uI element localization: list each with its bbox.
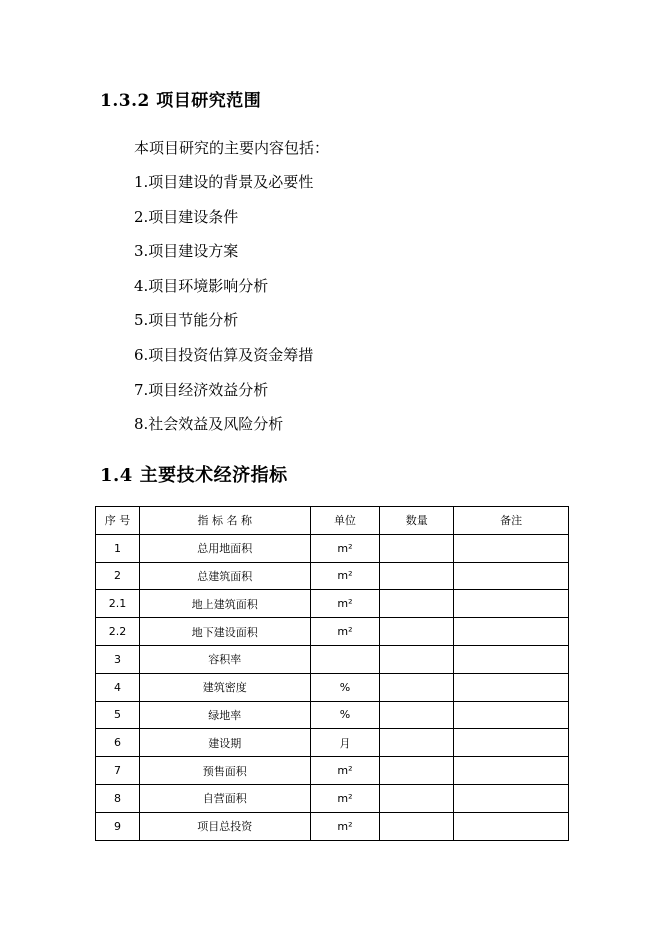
scope-list <box>134 170 313 447</box>
table-row <box>96 645 569 673</box>
table-cell <box>380 618 454 646</box>
list-item: 8.社会效益及风险分析 <box>134 415 284 434</box>
section-1-4-title: 1.4 主要技术经济指标 <box>100 465 288 486</box>
table-cell: 2.1 <box>96 590 140 618</box>
table-cell: % <box>310 673 380 701</box>
table-row <box>96 673 569 701</box>
table-cell: 建筑密度 <box>139 673 310 701</box>
header-cell: 指 标 名 称 <box>139 507 310 535</box>
table-cell: 月 <box>310 729 380 757</box>
table-cell <box>454 673 569 701</box>
table-cell: m² <box>310 590 380 618</box>
table-body <box>96 534 569 840</box>
table-cell: % <box>310 701 380 729</box>
table-cell: m² <box>310 757 380 785</box>
table-cell <box>380 784 454 812</box>
table-cell <box>454 590 569 618</box>
list-item: 1.项目建设的背景及必要性 <box>134 173 314 191</box>
table-cell: m² <box>310 562 380 590</box>
table-cell <box>380 590 454 618</box>
table-cell: 2.2 <box>96 618 140 646</box>
table-cell: 8 <box>96 784 140 812</box>
table-header-row <box>96 507 569 535</box>
table-cell <box>454 784 569 812</box>
section-1-3-2-title: 1.3.2 项目研究范围 <box>100 91 262 111</box>
table-cell: 建设期 <box>139 729 310 757</box>
table-cell <box>310 645 380 673</box>
table-cell: 4 <box>96 673 140 701</box>
table-row <box>96 812 569 840</box>
table-cell: 7 <box>96 757 140 785</box>
table-cell: 1 <box>96 534 140 562</box>
table-cell: m² <box>310 812 380 840</box>
header-cell: 序 号 <box>96 507 140 535</box>
table-row <box>96 784 569 812</box>
table-cell: 自营面积 <box>139 784 310 812</box>
table-row <box>96 618 569 646</box>
table-row <box>96 534 569 562</box>
table-cell <box>454 701 569 729</box>
table-cell: m² <box>310 784 380 812</box>
table-cell <box>454 534 569 562</box>
table-cell <box>380 701 454 729</box>
table-row <box>96 701 569 729</box>
table-cell: 3 <box>96 645 140 673</box>
scope-intro: 本项目研究的主要内容包括： <box>134 139 330 157</box>
table-cell <box>454 729 569 757</box>
table-row <box>96 562 569 590</box>
list-item: 3.项目建设方案 <box>134 242 239 261</box>
list-item: 6.项目投资估算及资金筹措 <box>134 345 314 364</box>
header-cell: 数量 <box>380 507 454 535</box>
table-cell: 预售面积 <box>139 757 310 785</box>
table-cell <box>454 812 569 840</box>
table-row <box>96 729 569 757</box>
table-cell <box>380 534 454 562</box>
table-cell: 5 <box>96 701 140 729</box>
table-cell <box>380 562 454 590</box>
table-cell: 9 <box>96 812 140 840</box>
table-cell <box>380 645 454 673</box>
list-item: 4.项目环境影响分析 <box>134 276 269 295</box>
header-cell: 备注 <box>454 507 569 535</box>
table-cell: 绿地率 <box>139 701 310 729</box>
table-cell <box>454 757 569 785</box>
table-cell: m² <box>310 534 380 562</box>
table-cell <box>454 618 569 646</box>
table-cell <box>380 729 454 757</box>
table-cell <box>380 812 454 840</box>
table-cell: 6 <box>96 729 140 757</box>
list-item: 5.项目节能分析 <box>134 311 239 330</box>
table-cell <box>454 562 569 590</box>
list-item: 2.项目建设条件 <box>134 207 239 226</box>
table-cell: 总建筑面积 <box>139 562 310 590</box>
table-row <box>96 757 569 785</box>
indicator-table <box>95 506 569 841</box>
table-cell: 容积率 <box>139 645 310 673</box>
table-cell: 项目总投资 <box>139 812 310 840</box>
table-cell <box>454 645 569 673</box>
table-cell <box>380 673 454 701</box>
header-cell: 单位 <box>310 507 380 535</box>
table-cell: 2 <box>96 562 140 590</box>
table-cell: m² <box>310 618 380 646</box>
table-cell: 地下建设面积 <box>139 618 310 646</box>
table-row <box>96 590 569 618</box>
table-cell <box>380 757 454 785</box>
list-item: 7.项目经济效益分析 <box>134 380 269 399</box>
table-cell: 总用地面积 <box>139 534 310 562</box>
table-cell: 地上建筑面积 <box>139 590 310 618</box>
